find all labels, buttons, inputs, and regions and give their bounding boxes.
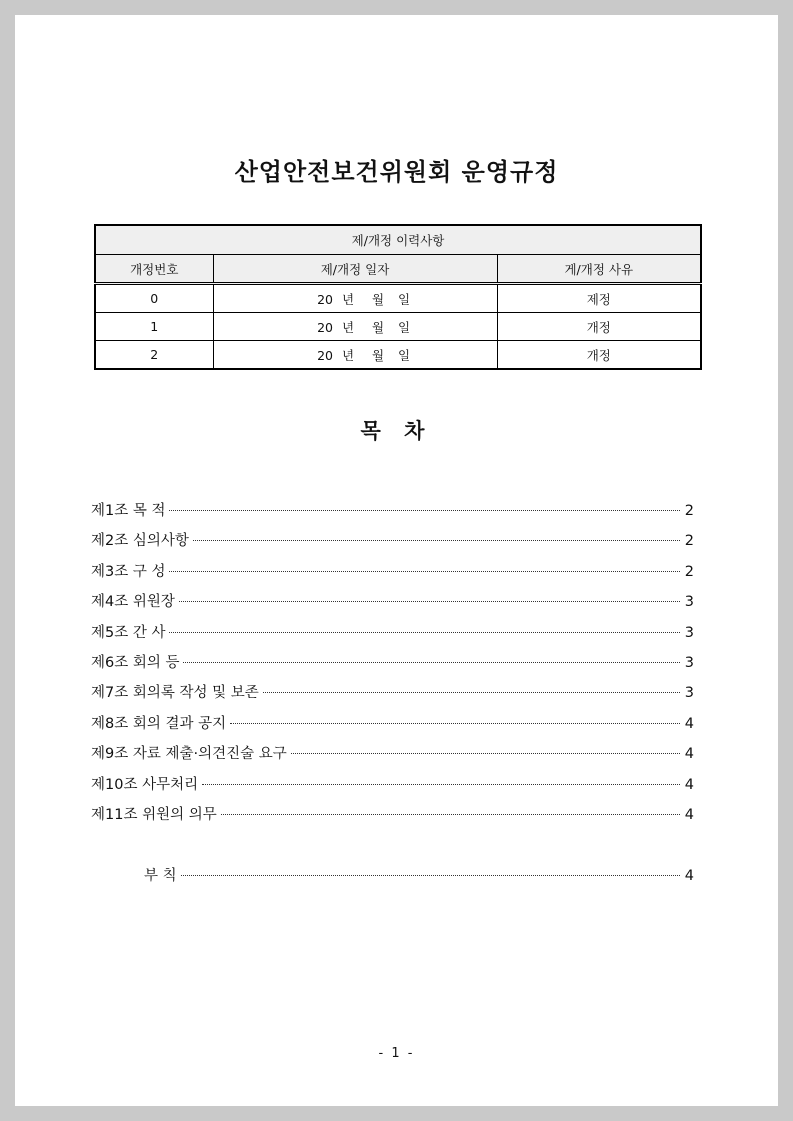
toc-item[interactable]: 제8조 회의 결과 공지 4 <box>91 715 694 732</box>
document-title: 산업안전보건위원회 운영규정 <box>234 158 559 186</box>
toc-item[interactable]: 제6조 회의 등 3 <box>91 654 694 671</box>
table-row <box>95 284 701 313</box>
toc-item[interactable]: 제3조 구 성 2 <box>91 563 694 580</box>
toc-title: 목 차 <box>360 419 433 443</box>
header-revision-date: 제/개정 일자 <box>213 255 497 284</box>
history-caption: 제/개정 이력사항 <box>95 225 701 255</box>
revision-no: 2 <box>95 341 213 370</box>
revision-date: 20 년 월 일 <box>213 341 497 370</box>
toc-item[interactable]: 제7조 회의록 작성 및 보존 3 <box>91 685 694 702</box>
toc-item-appendix[interactable]: 부 칙 4 <box>144 868 694 885</box>
revision-reason: 제정 <box>497 284 701 313</box>
page-number: - 1 - <box>378 1046 415 1061</box>
toc-item[interactable]: 제4조 위원장 3 <box>91 594 694 611</box>
table-row <box>95 341 701 370</box>
revision-history-table <box>94 224 702 370</box>
toc-item[interactable]: 제10조 사무처리 4 <box>91 776 694 793</box>
header-revision-reason: 게/개정 사유 <box>497 255 701 284</box>
revision-reason: 개정 <box>497 341 701 370</box>
document-page <box>15 15 778 1106</box>
revision-date: 20 년 월 일 <box>213 284 497 313</box>
toc-item[interactable]: 제11조 위원의 의무 4 <box>91 806 694 823</box>
toc-item[interactable]: 제9조 자료 제출·의견진술 요구 4 <box>91 746 694 763</box>
revision-no: 1 <box>95 313 213 341</box>
revision-no: 0 <box>95 284 213 313</box>
revision-date: 20 년 월 일 <box>213 313 497 341</box>
toc-item[interactable]: 제2조 심의사항 2 <box>91 533 694 550</box>
toc-item[interactable]: 제1조 목 적 2 <box>91 503 694 519</box>
header-revision-no: 개정번호 <box>95 255 213 284</box>
revision-reason: 개정 <box>497 313 701 341</box>
table-of-contents <box>91 499 694 895</box>
table-row <box>95 313 701 341</box>
toc-item[interactable]: 제5조 간 사 3 <box>91 624 694 641</box>
